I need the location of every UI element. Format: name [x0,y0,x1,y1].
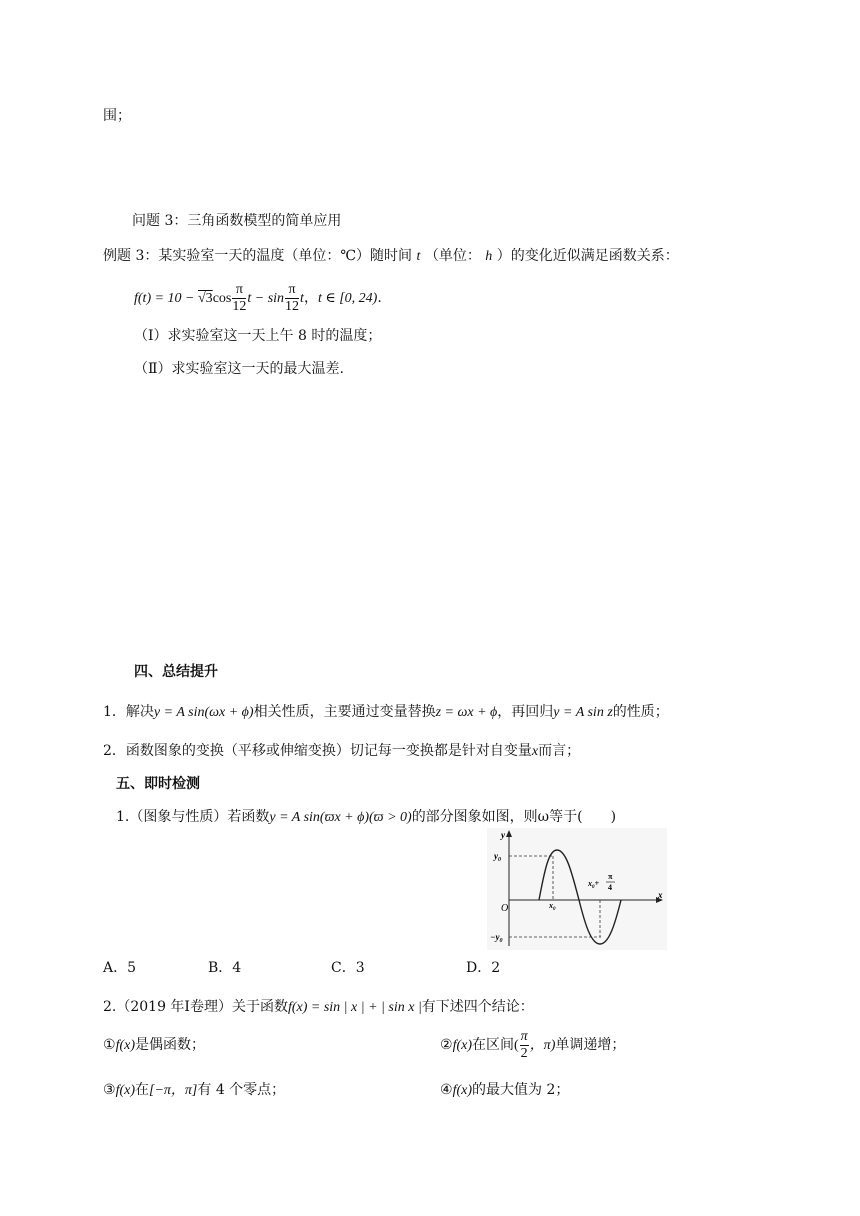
s2-text1: 在区间 [472,1037,514,1053]
s4-text: 的最大值为 2； [472,1082,570,1098]
option-c[interactable]: C．3 [331,960,365,976]
s3-text2: 有 4 个零点； [197,1082,286,1098]
formula-t: t [300,291,304,306]
item2-var: x [531,744,539,759]
s3-text1: 在 [135,1082,149,1098]
origin-label: O [501,903,509,914]
s4-expr: f(x) [452,1083,472,1098]
s2-expr: f(x) [452,1038,472,1053]
item1-mid2: ，再回归 [497,704,554,720]
item1-expr2: z = ωx + ϕ [435,705,498,720]
formula-mid: t − sin [247,291,285,306]
x0-plus-pi4-label: $x_0+$ [588,879,600,890]
sqrt3: √3 [198,291,213,306]
s3-expr: f(x) [115,1083,135,1098]
formula-end: . [377,290,382,306]
formula-lhs: f(t) = 10 − [134,291,198,306]
continuation-text: 围； [103,108,131,124]
item2-pre: 2．函数图象的变换（平移或伸缩变换）切记每一变换都是针对自变量 [103,743,532,759]
item2-post: 而言； [538,743,581,759]
x0-label: $x_0$ [549,901,556,912]
quiz-question-1 [116,807,616,828]
sine-graph-figure [487,828,667,950]
option-a[interactable]: A．5 [103,960,137,976]
q1-pre: 1.（图象与性质）若函数 [116,809,270,825]
option-b[interactable]: B．4 [208,960,242,976]
statement-4 [440,1080,569,1101]
circled-three: ③ [103,1082,116,1098]
statement-1 [103,1035,205,1056]
cos-label: cos [212,291,232,306]
example3-lead: 例题 3：某实验室一天的温度（单位：℃）随时间 [103,248,413,264]
y-axis-label: y [501,830,505,840]
summary-item-1 [103,702,669,723]
section5-heading: 五、即时检测 [116,776,200,792]
section4-heading: 四、总结提升 [134,664,218,680]
q2-post: 有下述四个结论： [421,999,534,1015]
y0-label: $y_0$ [494,851,501,863]
q2-pre: 2.（2019 年Ⅰ卷理）关于函数 [103,999,288,1015]
question-1: （Ⅰ）求实验室这一天上午 8 时的温度； [134,328,382,344]
item1-pre: 1．解决 [103,704,154,720]
circled-one: ① [103,1037,116,1053]
s2-text2: 单调递增； [555,1037,626,1053]
sine-curve [539,850,621,944]
q1-expr: y = A sin(ϖx + ϕ)(ϖ > 0) [269,810,412,825]
q1-post: 的部分图象如图，则ω等于( ) [411,809,617,825]
problem3-title: 问题 3：三角函数模型的简单应用 [132,213,342,229]
var-t: t [416,249,421,264]
circled-two: ② [440,1037,453,1053]
fraction-pi-2: $\frac{\pi}{2}$ [520,1028,528,1061]
unit-lead: （单位： [424,248,481,264]
fraction-pi-12: $\frac{\pi}{12}$ [232,281,247,314]
y-axis-arrow-icon [506,830,512,837]
s1-text: 是偶函数； [135,1037,205,1053]
pi-denominator: 4 [608,883,612,892]
temperature-formula [134,278,382,318]
neg-y0-label: $-y_0$ [490,932,503,944]
s2-open-paren: ( [514,1038,519,1053]
s2-rest: ，π) [529,1038,556,1053]
s1-expr: f(x) [115,1038,135,1053]
fraction-pi-12-b: $\frac{\pi}{12}$ [285,281,300,314]
formula-domain: t ∈ [0, 24) [317,291,378,306]
item1-mid: 相关性质，主要通过变量替换 [253,704,436,720]
example3-text [103,246,679,267]
example3-tail: ）的变化近似满足函数关系： [496,248,679,264]
option-d[interactable]: D．2 [466,960,501,976]
var-h: h [485,249,493,264]
summary-item-2 [103,741,580,762]
s3-interval: [−π，π] [149,1083,198,1098]
item1-post: 的性质； [612,704,669,720]
statement-3 [103,1080,285,1101]
statement-2 [440,1025,625,1065]
question-2: （Ⅱ）求实验室这一天的最大温差. [134,361,344,377]
item1-expr3: y = A sin z [553,705,613,720]
pi-numerator: π [608,872,613,881]
q2-expr: f(x) = sin | x | + | sin x | [287,1000,422,1015]
quiz-question-2 [103,997,534,1018]
circled-four: ④ [440,1082,453,1098]
x-axis-label: x [658,890,663,900]
item1-expr1: y = A sin(ωx + ϕ) [153,705,254,720]
formula-sep: ， [303,290,318,306]
